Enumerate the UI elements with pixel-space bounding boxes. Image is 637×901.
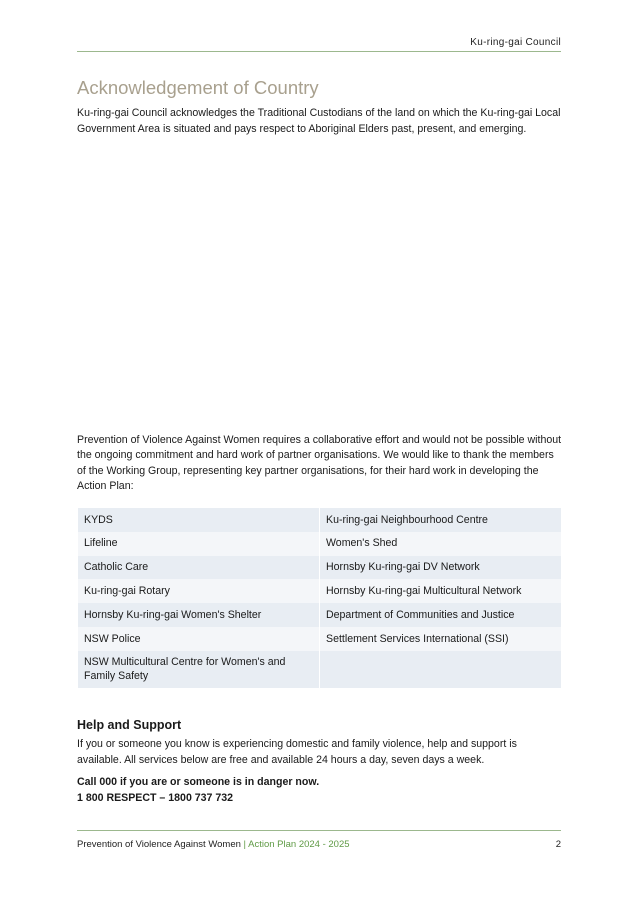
footer-separator: | xyxy=(243,839,246,850)
table-cell: Hornsby Ku-ring-gai Multicultural Network xyxy=(320,579,561,603)
table-cell: Settlement Services International (SSI) xyxy=(320,627,561,651)
table-cell: KYDS xyxy=(78,508,319,532)
table-cell: Women's Shed xyxy=(320,532,561,556)
footer-divider xyxy=(77,830,561,831)
table-cell: NSW Multicultural Centre for Women's and Family Safety xyxy=(78,651,319,688)
table-cell: Ku-ring-gai Neighbourhood Centre xyxy=(320,508,561,532)
table-row xyxy=(78,556,561,580)
table-cell: Lifeline xyxy=(78,532,319,556)
page-title: Acknowledgement of Country xyxy=(77,77,319,98)
table-cell: Department of Communities and Justice xyxy=(320,603,561,627)
table-cell: Ku-ring-gai Rotary xyxy=(78,579,319,603)
emergency-contacts xyxy=(77,775,562,806)
table-row xyxy=(78,508,561,532)
footer-document-info xyxy=(77,839,350,850)
emergency-call-line: Call 000 if you are or someone is in danger now. xyxy=(77,776,320,788)
header-organisation: Ku-ring-gai Council xyxy=(470,37,561,48)
table-row xyxy=(78,651,561,688)
acknowledgement-text: Ku-ring-gai Council acknowledges the Traditional Custodians of the land on which the Ku-ring-gai Local Government Area is situated and pays respect to Aboriginal Elders past, present, and emerging. xyxy=(77,107,561,135)
table-cell: NSW Police xyxy=(78,627,319,651)
help-text: If you or someone you know is experiencing domestic and family violence, help and support is available. All services below are free and available 24 hours a day, seven days a week. xyxy=(77,738,517,766)
table-row xyxy=(78,579,561,603)
table-row xyxy=(78,603,561,627)
table-cell: Hornsby Ku-ring-gai DV Network xyxy=(320,556,561,580)
table-cell: Catholic Care xyxy=(78,556,319,580)
footer-document-title: Prevention of Violence Against Women xyxy=(77,839,241,850)
help-heading: Help and Support xyxy=(77,718,182,732)
table-cell xyxy=(320,651,561,688)
partners-table xyxy=(77,508,562,688)
respect-hotline-line: 1 800 RESPECT – 1800 737 732 xyxy=(77,791,234,804)
table-row xyxy=(78,627,561,651)
header-divider xyxy=(77,51,561,52)
footer-plan-title: Action Plan 2024 - 2025 xyxy=(248,839,350,850)
table-cell: Hornsby Ku-ring-gai Women's Shelter xyxy=(78,603,319,627)
table-row xyxy=(78,532,561,556)
page-number: 2 xyxy=(555,839,561,850)
intro-text: Prevention of Violence Against Women requires a collaborative effort and would not be possible without the ongoing commitment and hard work of partner organisations. We would like to thank the members of the Working Group, representing key partner organisations, for their hard work in developing the Action Plan: xyxy=(77,434,562,492)
